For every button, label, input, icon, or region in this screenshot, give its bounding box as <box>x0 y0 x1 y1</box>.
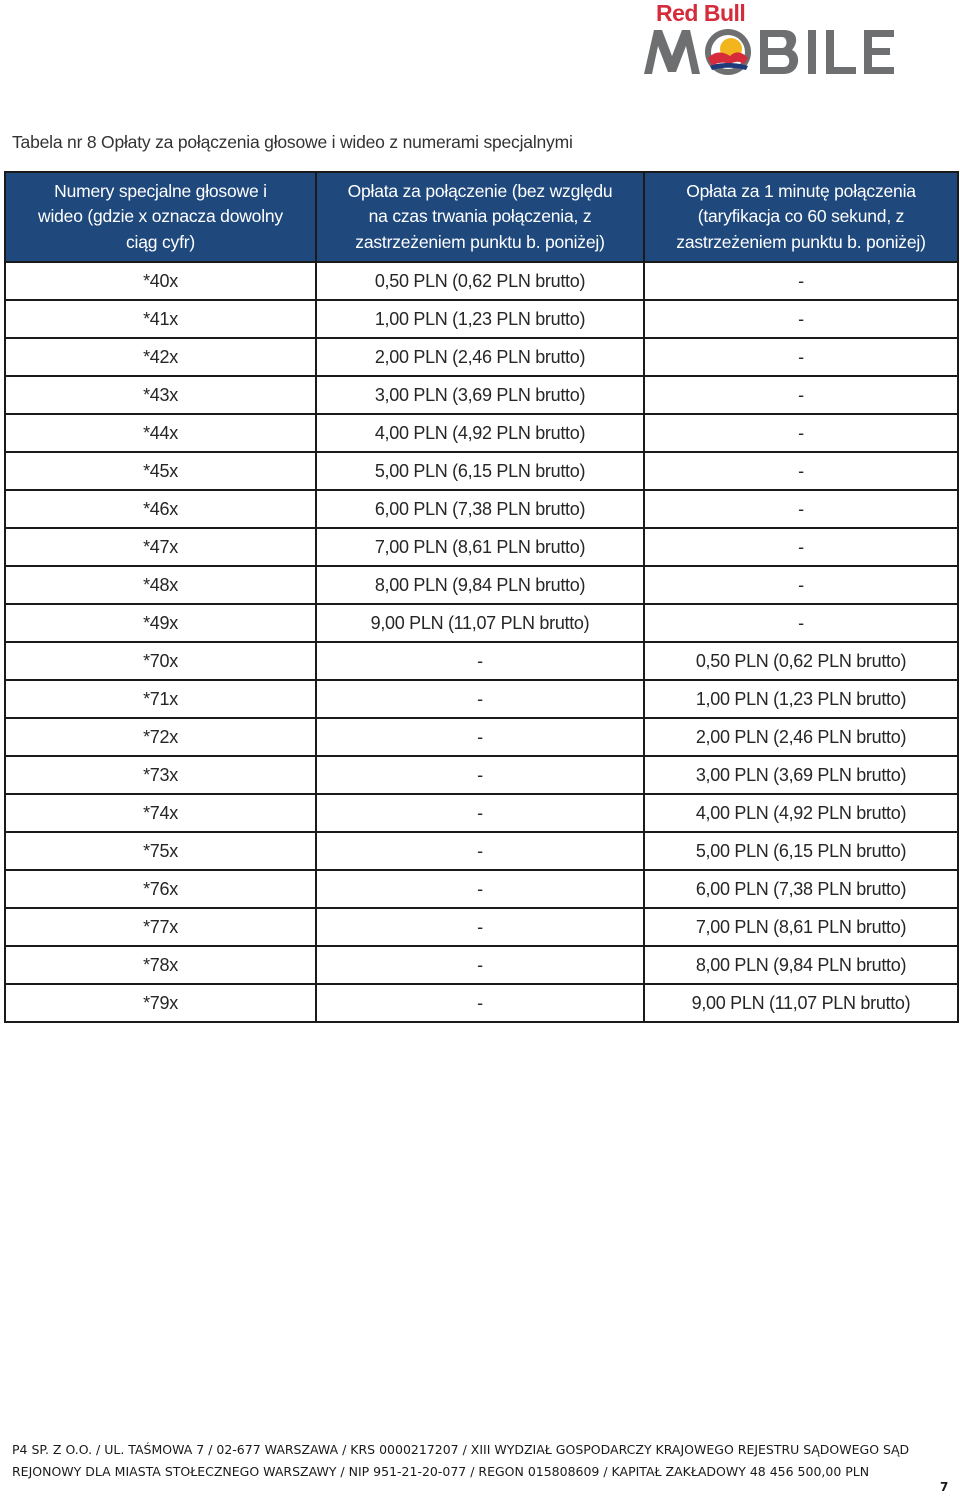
logo-brand-text: Red Bull <box>656 0 746 26</box>
table-row <box>5 832 958 870</box>
cell-number: *42x <box>5 338 316 376</box>
table-row <box>5 794 958 832</box>
cell-per-minute-fee: 5,00 PLN (6,15 PLN brutto) <box>644 832 958 870</box>
cell-number: *43x <box>5 376 316 414</box>
cell-number: *72x <box>5 718 316 756</box>
cell-number: *75x <box>5 832 316 870</box>
header-line: Numery specjalne głosowe i <box>54 180 267 201</box>
cell-per-minute-fee: 8,00 PLN (9,84 PLN brutto) <box>644 946 958 984</box>
cell-per-minute-fee: 0,50 PLN (0,62 PLN brutto) <box>644 642 958 680</box>
cell-connection-fee: 3,00 PLN (3,69 PLN brutto) <box>316 376 644 414</box>
cell-number: *77x <box>5 908 316 946</box>
cell-number: *44x <box>5 414 316 452</box>
red-bull-mobile-logo <box>638 0 898 82</box>
cell-number: *49x <box>5 604 316 642</box>
cell-connection-fee: 6,00 PLN (7,38 PLN brutto) <box>316 490 644 528</box>
cell-connection-fee: 8,00 PLN (9,84 PLN brutto) <box>316 566 644 604</box>
cell-number: *73x <box>5 756 316 794</box>
header-special-numbers <box>5 172 316 262</box>
table-row <box>5 566 958 604</box>
cell-number: *47x <box>5 528 316 566</box>
cell-per-minute-fee: - <box>644 300 958 338</box>
cell-per-minute-fee: 7,00 PLN (8,61 PLN brutto) <box>644 908 958 946</box>
cell-number: *78x <box>5 946 316 984</box>
cell-connection-fee: 9,00 PLN (11,07 PLN brutto) <box>316 604 644 642</box>
header-line: zastrzeżeniem punktu b. poniżej) <box>676 231 926 252</box>
table-row <box>5 262 958 300</box>
header-line: Opłata za 1 minutę połączenia <box>686 180 916 201</box>
footer-company-info-line1: P4 SP. Z O.O. / UL. TAŚMOWA 7 / 02-677 WARSZAWA / KRS 0000217207 / XIII WYDZIAŁ GOSPODARCZY KRAJOWEGO REJESTRU SĄDOWEGO SĄD <box>12 1442 910 1457</box>
cell-connection-fee: - <box>316 832 644 870</box>
header-line: Opłata za połączenie (bez względu <box>347 180 613 201</box>
footer-company-info-line2: REJONOWY DLA MIASTA STOŁECZNEGO WARSZAWY / NIP 951-21-20-077 / REGON 015808609 / KAPITAŁ ZAKŁADOWY 48 456 500,00 PLN <box>12 1464 870 1479</box>
table-row <box>5 680 958 718</box>
cell-per-minute-fee: 6,00 PLN (7,38 PLN brutto) <box>644 870 958 908</box>
table-row <box>5 376 958 414</box>
table-row <box>5 642 958 680</box>
cell-connection-fee: - <box>316 680 644 718</box>
cell-number: *70x <box>5 642 316 680</box>
header-line: wideo (gdzie x oznacza dowolny <box>38 206 283 227</box>
cell-connection-fee: 0,50 PLN (0,62 PLN brutto) <box>316 262 644 300</box>
cell-number: *45x <box>5 452 316 490</box>
header-per-minute-fee <box>644 172 958 262</box>
cell-per-minute-fee: 3,00 PLN (3,69 PLN brutto) <box>644 756 958 794</box>
header-line: (taryfikacja co 60 sekund, z <box>697 206 905 227</box>
table-caption: Tabela nr 8 Opłaty za połączenia głosowe i wideo z numerami specjalnymi <box>12 132 573 152</box>
cell-number: *40x <box>5 262 316 300</box>
table-row <box>5 338 958 376</box>
cell-connection-fee: 5,00 PLN (6,15 PLN brutto) <box>316 452 644 490</box>
header-line: ciąg cyfr) <box>126 231 195 252</box>
cell-per-minute-fee: - <box>644 490 958 528</box>
table-row <box>5 300 958 338</box>
table-row <box>5 452 958 490</box>
cell-connection-fee: 7,00 PLN (8,61 PLN brutto) <box>316 528 644 566</box>
cell-connection-fee: - <box>316 794 644 832</box>
table-row <box>5 604 958 642</box>
logo-mobile-text: MOBILE <box>638 22 642 23</box>
table-row <box>5 908 958 946</box>
table-row <box>5 946 958 984</box>
table-row <box>5 718 958 756</box>
cell-per-minute-fee: 4,00 PLN (4,92 PLN brutto) <box>644 794 958 832</box>
logo-mobile-wordmark <box>638 22 898 80</box>
cell-connection-fee: 2,00 PLN (2,46 PLN brutto) <box>316 338 644 376</box>
cell-connection-fee: - <box>316 946 644 984</box>
cell-per-minute-fee: - <box>644 338 958 376</box>
table-row <box>5 528 958 566</box>
cell-connection-fee: - <box>316 984 644 1022</box>
cell-per-minute-fee: 2,00 PLN (2,46 PLN brutto) <box>644 718 958 756</box>
cell-connection-fee: - <box>316 870 644 908</box>
cell-per-minute-fee: 9,00 PLN (11,07 PLN brutto) <box>644 984 958 1022</box>
cell-per-minute-fee: - <box>644 262 958 300</box>
cell-number: *46x <box>5 490 316 528</box>
table-row <box>5 490 958 528</box>
special-numbers-table <box>4 171 959 1023</box>
table-row <box>5 756 958 794</box>
cell-per-minute-fee: - <box>644 414 958 452</box>
header-line: na czas trwania połączenia, z <box>368 206 592 227</box>
table-header-row <box>5 172 958 262</box>
table-body <box>5 262 958 1022</box>
cell-number: *74x <box>5 794 316 832</box>
cell-per-minute-fee: - <box>644 566 958 604</box>
cell-number: *48x <box>5 566 316 604</box>
cell-number: *71x <box>5 680 316 718</box>
cell-per-minute-fee: - <box>644 376 958 414</box>
cell-connection-fee: 4,00 PLN (4,92 PLN brutto) <box>316 414 644 452</box>
cell-per-minute-fee: 1,00 PLN (1,23 PLN brutto) <box>644 680 958 718</box>
cell-number: *76x <box>5 870 316 908</box>
cell-per-minute-fee: - <box>644 604 958 642</box>
page-number: 7 <box>940 1480 949 1494</box>
cell-number: *79x <box>5 984 316 1022</box>
table-row <box>5 414 958 452</box>
cell-connection-fee: - <box>316 908 644 946</box>
header-line: zastrzeżeniem punktu b. poniżej) <box>355 231 605 252</box>
cell-number: *41x <box>5 300 316 338</box>
cell-connection-fee: - <box>316 718 644 756</box>
cell-connection-fee: - <box>316 756 644 794</box>
cell-per-minute-fee: - <box>644 528 958 566</box>
cell-connection-fee: - <box>316 642 644 680</box>
table-row <box>5 984 958 1022</box>
header-connection-fee <box>316 172 644 262</box>
table-row <box>5 870 958 908</box>
cell-connection-fee: 1,00 PLN (1,23 PLN brutto) <box>316 300 644 338</box>
cell-per-minute-fee: - <box>644 452 958 490</box>
